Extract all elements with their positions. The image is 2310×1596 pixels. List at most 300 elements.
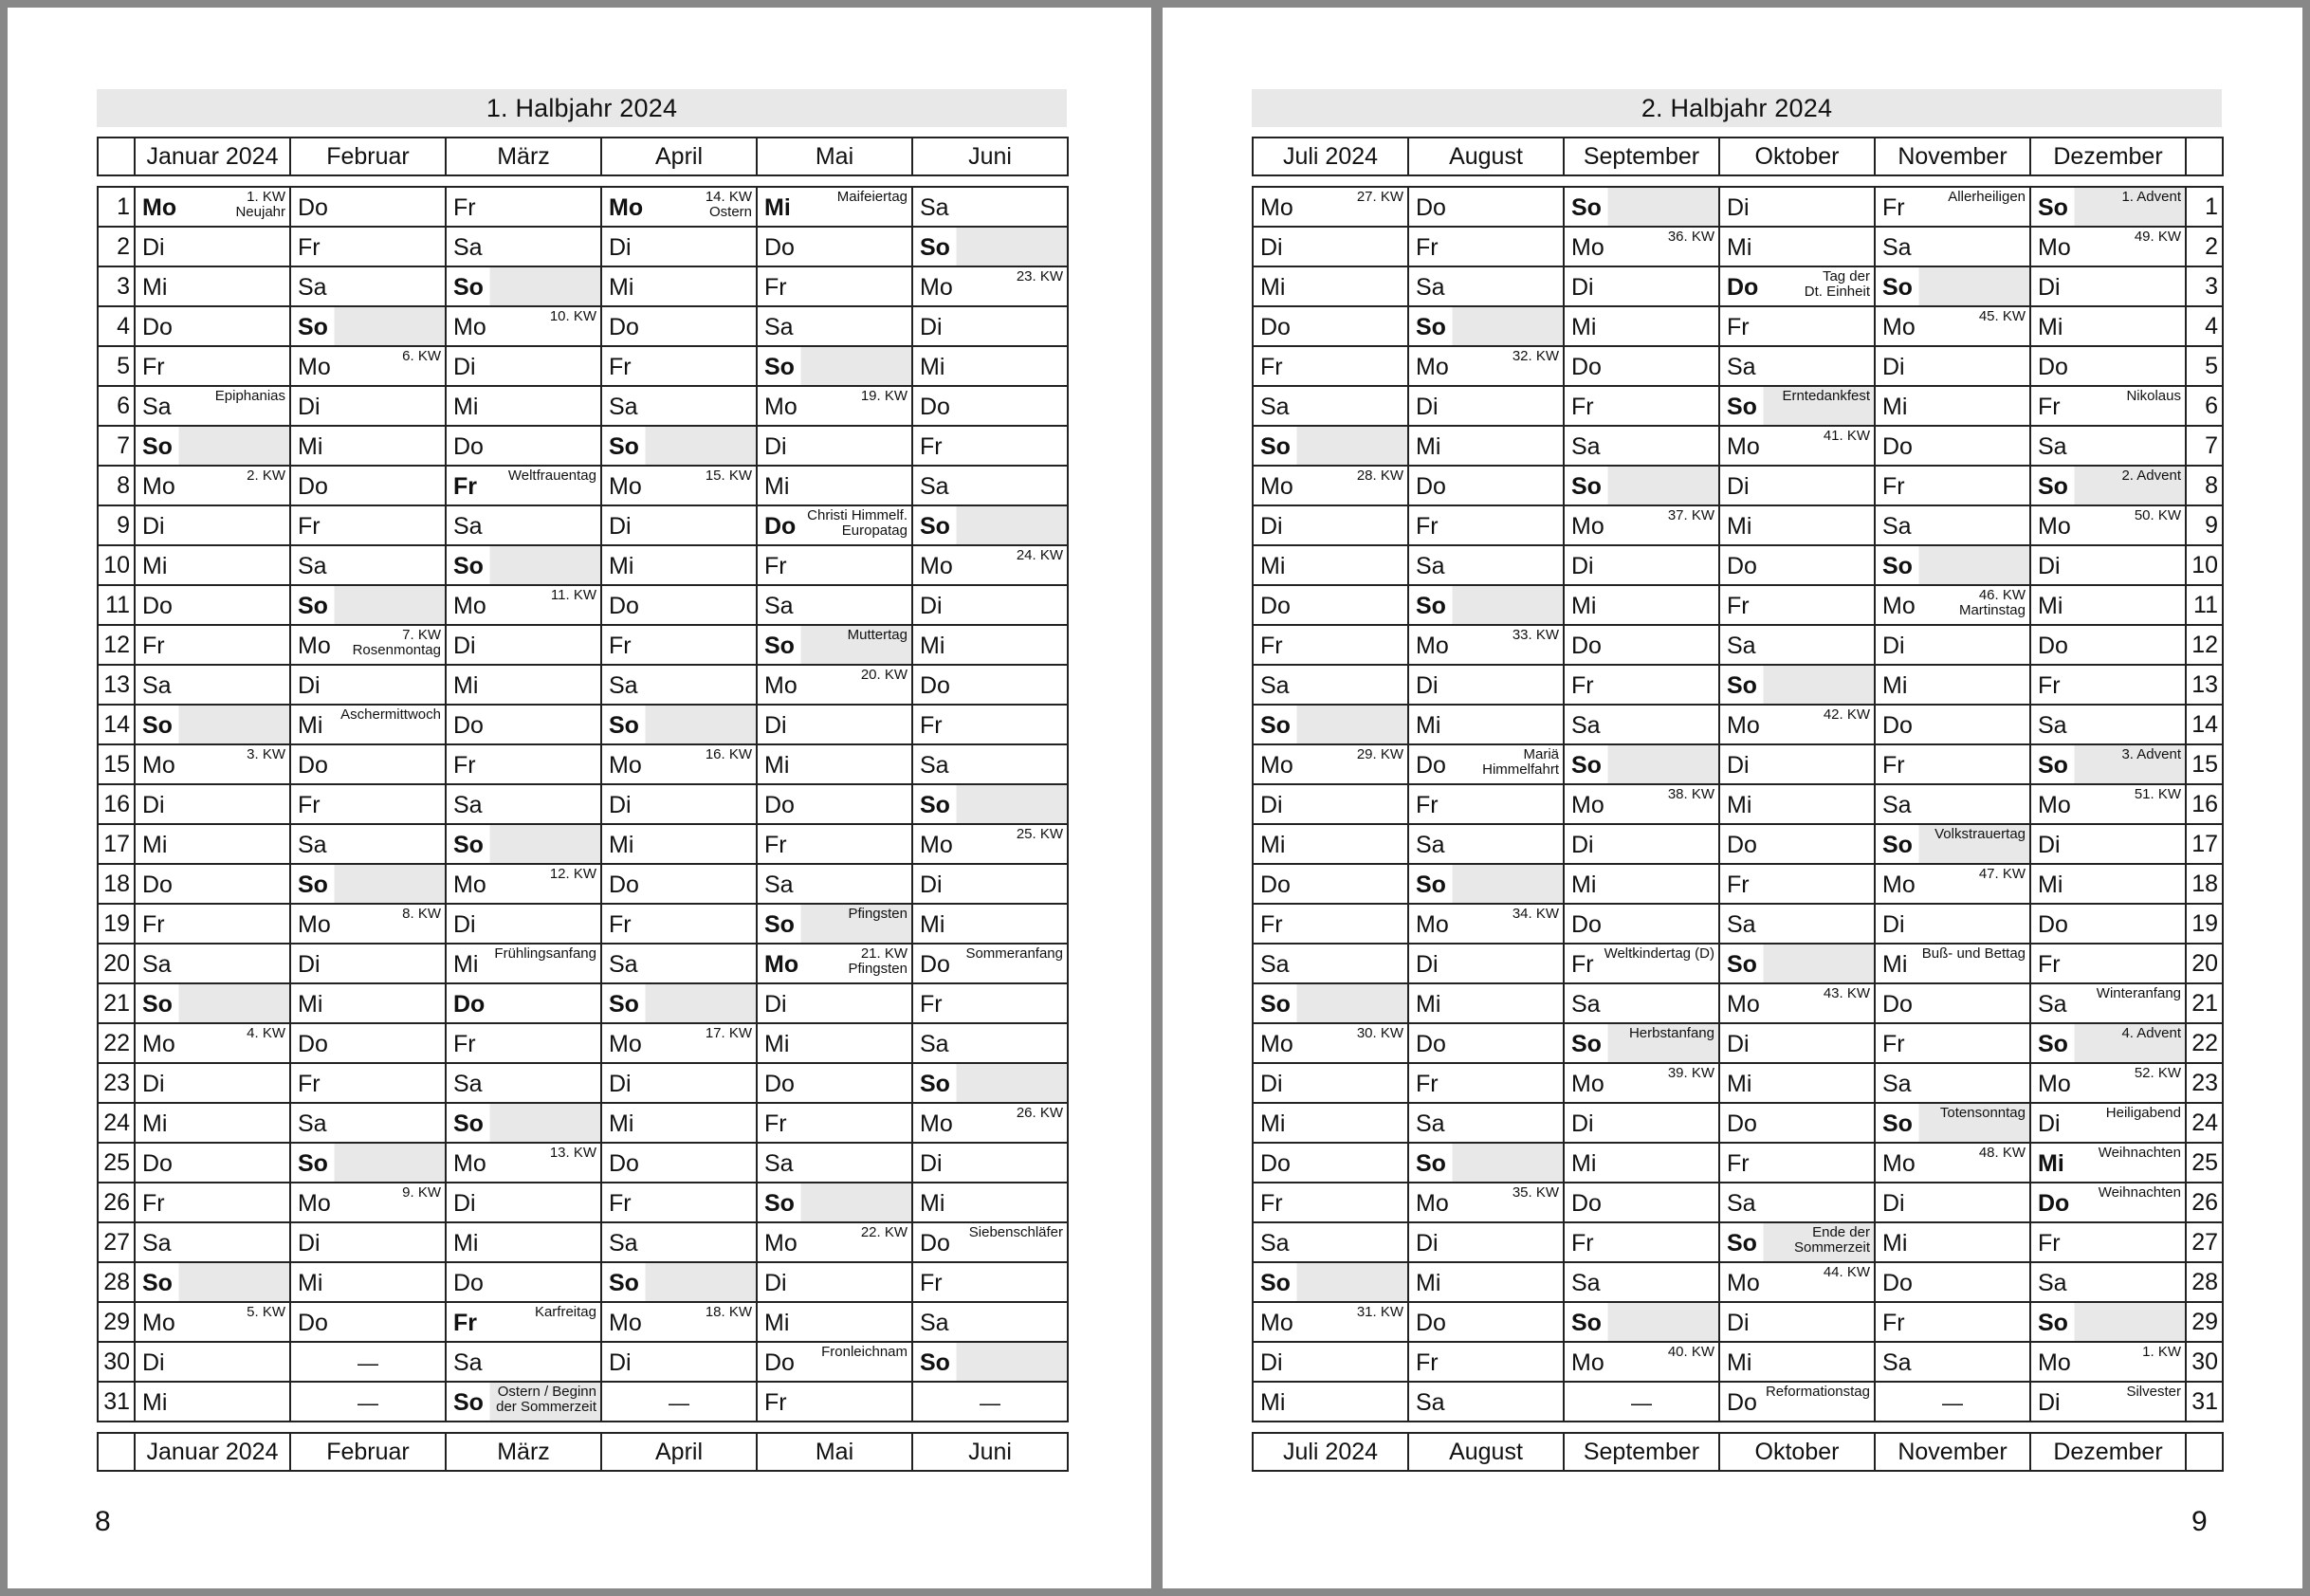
day-cell: [1253, 306, 1408, 346]
day-cell: [1564, 665, 1719, 705]
weekday-label: Di: [1882, 633, 1905, 659]
day-cell: [912, 1183, 1068, 1222]
day-cell: [1564, 346, 1719, 386]
day-row: [98, 1143, 1068, 1183]
day-cell: [1875, 1103, 2030, 1143]
day-note: 18. KW: [705, 1304, 752, 1320]
weekday-label: Di: [609, 792, 632, 818]
weekday-label: Di: [142, 234, 165, 261]
day-cell: [290, 665, 446, 705]
day-cell: [757, 665, 912, 705]
day-row: [1253, 386, 2223, 426]
day-cell: [912, 545, 1068, 585]
month-header: November: [1875, 138, 2030, 175]
weekday-label: Di: [1727, 473, 1750, 500]
weekday-label: Fr: [298, 234, 321, 261]
day-cell: [1875, 545, 2030, 585]
weekday-label: Sa: [920, 752, 949, 779]
day-cell: [757, 1262, 912, 1302]
weekday-label: Mo: [1571, 234, 1604, 261]
day-cell: [1253, 1262, 1408, 1302]
weekday-label: Sa: [1571, 433, 1601, 460]
day-cell: [1564, 1183, 1719, 1222]
day-cell: [1719, 426, 1875, 466]
day-number: 13: [2186, 665, 2223, 705]
weekday-label: Fr: [453, 194, 476, 221]
day-row: [98, 306, 1068, 346]
day-number: 16: [98, 784, 135, 824]
weekday-label: Mo: [298, 911, 331, 938]
day-note: Fronleichnam: [821, 1344, 908, 1360]
weekday-label: Do: [298, 752, 328, 779]
day-cell: [1564, 466, 1719, 505]
day-cell: [1564, 944, 1719, 983]
day-row: [1253, 426, 2223, 466]
day-cell: [1875, 1023, 2030, 1063]
weekday-label: Do: [1416, 473, 1446, 500]
day-cell: [290, 784, 446, 824]
weekday-label: Do: [1260, 593, 1291, 619]
day-cell: [912, 705, 1068, 744]
day-cell: [1253, 187, 1408, 227]
weekday-label: Do: [298, 473, 328, 500]
day-cell: [912, 983, 1068, 1023]
weekday-label: Do: [1882, 712, 1913, 739]
day-cell: [757, 1222, 912, 1262]
weekday-label: Fr: [764, 553, 787, 579]
weekday-label: Do: [609, 1150, 639, 1177]
day-note: Pfingsten: [848, 906, 908, 922]
day-cell: [757, 1143, 912, 1183]
day-cell: [2030, 1222, 2186, 1262]
corner-cell: [98, 138, 135, 175]
day-cell: [290, 266, 446, 306]
weekday-label: Fr: [920, 991, 943, 1018]
day-cell: [2030, 1023, 2186, 1063]
day-number: 12: [98, 625, 135, 665]
day-cell: [1408, 306, 1564, 346]
day-row: [1253, 744, 2223, 784]
day-note: 32. KW: [1512, 348, 1559, 364]
day-note: Weihnachten: [2098, 1145, 2181, 1161]
weekday-label: So: [920, 513, 950, 540]
weekday-label: Mi: [1727, 1349, 1752, 1376]
weekday-label: Do: [2038, 911, 2068, 938]
day-cell: [446, 227, 601, 266]
day-row: [98, 1302, 1068, 1342]
day-cell: [1719, 266, 1875, 306]
weekday-label: Fr: [453, 473, 477, 500]
day-cell: [757, 505, 912, 545]
day-row: [98, 1262, 1068, 1302]
day-number: 27: [98, 1222, 135, 1262]
weekday-label: Mo: [298, 1190, 331, 1217]
weekday-label: Mi: [1260, 274, 1286, 301]
day-row: [1253, 625, 2223, 665]
weekday-label: Di: [298, 1230, 321, 1257]
day-row: [1253, 784, 2223, 824]
day-cell: [757, 824, 912, 864]
day-cell: [1408, 386, 1564, 426]
weekday-label: Mo: [2038, 513, 2071, 540]
day-note: Christi Himmelf. Europatag: [807, 507, 908, 539]
day-note: Silvester: [2126, 1384, 2181, 1400]
weekday-label: Do: [453, 712, 484, 739]
day-number: 25: [98, 1143, 135, 1183]
weekday-label: Fr: [609, 911, 632, 938]
day-note: 9. KW: [402, 1184, 441, 1201]
weekday-label: Mi: [1882, 951, 1908, 978]
day-cell: [1875, 585, 2030, 625]
day-cell: [912, 1103, 1068, 1143]
weekday-label: Sa: [1571, 712, 1601, 739]
weekday-label: Do: [2038, 1190, 2070, 1217]
weekday-label: Sa: [609, 951, 638, 978]
weekday-label: Do: [2038, 354, 2068, 380]
weekday-label: Do: [764, 1071, 795, 1097]
day-note: 20. KW: [860, 667, 908, 683]
day-cell: [912, 944, 1068, 983]
day-note: 3. KW: [247, 746, 285, 762]
weekday-label: Mo: [453, 1150, 486, 1177]
day-cell: [2030, 426, 2186, 466]
day-note: 10. KW: [549, 308, 596, 324]
weekday-label: Fr: [142, 354, 165, 380]
weekday-label: So: [142, 712, 173, 739]
day-note: 42. KW: [1823, 706, 1870, 723]
day-cell: [135, 306, 290, 346]
day-note: 12. KW: [549, 866, 596, 882]
weekday-label: Di: [1260, 1349, 1283, 1376]
weekday-label: Fr: [453, 1310, 477, 1336]
day-number: 23: [98, 1063, 135, 1103]
day-cell: [912, 904, 1068, 944]
day-cell: [1564, 1342, 1719, 1382]
weekday-label: Do: [764, 792, 795, 818]
month-header: Oktober: [1719, 1433, 1875, 1471]
day-number: 21: [98, 983, 135, 1023]
day-note: 37. KW: [1667, 507, 1714, 523]
day-cell: [135, 1183, 290, 1222]
day-cell: [2030, 944, 2186, 983]
day-note: Aschermittwoch: [340, 706, 441, 723]
day-row: [98, 386, 1068, 426]
weekday-label: Do: [142, 1150, 173, 1177]
weekday-label: Di: [2038, 553, 2061, 579]
day-cell: [290, 744, 446, 784]
day-cell: [135, 904, 290, 944]
day-cell: [1253, 1382, 1408, 1422]
weekday-label: So: [609, 991, 639, 1018]
month-header: September: [1564, 138, 1719, 175]
month-header: August: [1408, 1433, 1564, 1471]
weekday-label: Mi: [1260, 553, 1286, 579]
weekday-label: Do: [920, 394, 950, 420]
day-cell: [135, 187, 290, 227]
no-date-mark: —: [358, 1391, 378, 1415]
day-cell: [1719, 665, 1875, 705]
day-cell: [601, 864, 757, 904]
day-cell: [757, 585, 912, 625]
day-cell: [446, 1302, 601, 1342]
day-cell: [757, 545, 912, 585]
day-cell: [757, 705, 912, 744]
day-number: 28: [2186, 1262, 2223, 1302]
day-cell: [1253, 983, 1408, 1023]
day-cell: [290, 1262, 446, 1302]
day-cell: [912, 1023, 1068, 1063]
corner-cell: [2186, 138, 2223, 175]
day-note: 3. Advent: [2121, 746, 2181, 762]
weekday-label: Mo: [1260, 1031, 1293, 1057]
day-cell: [757, 944, 912, 983]
spacer-row: [1253, 175, 2223, 187]
weekday-label: Do: [298, 1031, 328, 1057]
day-cell: [1875, 1262, 2030, 1302]
day-cell: [446, 386, 601, 426]
day-cell: [290, 705, 446, 744]
weekday-label: Mo: [1416, 354, 1449, 380]
weekday-label: Fr: [2038, 951, 2061, 978]
day-note: 5. KW: [247, 1304, 285, 1320]
day-note: 1. Advent: [2121, 189, 2181, 205]
day-cell: [912, 386, 1068, 426]
day-cell: [601, 944, 757, 983]
day-cell: [2030, 904, 2186, 944]
day-note: 15. KW: [705, 468, 752, 484]
weekday-label: Mi: [2038, 593, 2063, 619]
day-cell: [601, 1342, 757, 1382]
day-note: 28. KW: [1356, 468, 1403, 484]
weekday-label: Mi: [453, 1230, 479, 1257]
weekday-label: Fr: [1571, 672, 1594, 699]
day-row: [1253, 346, 2223, 386]
day-number: 29: [2186, 1302, 2223, 1342]
weekday-label: So: [920, 1349, 950, 1376]
day-cell: [1408, 665, 1564, 705]
day-cell: [1253, 346, 1408, 386]
weekday-label: Mo: [764, 1230, 798, 1257]
month-header: Juli 2024: [1253, 138, 1408, 175]
day-number: 5: [2186, 346, 2223, 386]
day-cell: [446, 944, 601, 983]
day-cell: [1253, 227, 1408, 266]
day-note: 40. KW: [1667, 1344, 1714, 1360]
day-number: 16: [2186, 784, 2223, 824]
day-note: 1. KW Neujahr: [235, 189, 285, 220]
day-cell: [1875, 705, 2030, 744]
day-cell: [1253, 266, 1408, 306]
day-cell: [757, 227, 912, 266]
weekday-label: Do: [453, 991, 486, 1018]
weekday-label: So: [764, 354, 795, 380]
weekday-label: Di: [1416, 1230, 1439, 1257]
weekday-label: Di: [1571, 1110, 1594, 1137]
day-note: 7. KW Rosenmontag: [352, 627, 441, 658]
day-cell: [912, 505, 1068, 545]
day-cell: [1253, 1302, 1408, 1342]
weekday-label: Do: [1260, 1150, 1291, 1177]
day-cell: [446, 1382, 601, 1422]
day-number: 8: [98, 466, 135, 505]
day-cell: [290, 1143, 446, 1183]
weekday-label: Fr: [764, 274, 787, 301]
weekday-label: Di: [1571, 274, 1594, 301]
day-note: Buß- und Bettag: [1921, 945, 2026, 962]
weekday-label: Sa: [142, 951, 172, 978]
day-cell: [135, 784, 290, 824]
day-cell: [446, 665, 601, 705]
day-cell: [1719, 505, 1875, 545]
day-cell: [601, 1103, 757, 1143]
day-note: 41. KW: [1823, 428, 1870, 444]
weekday-label: So: [764, 911, 795, 938]
day-cell: [601, 1262, 757, 1302]
day-note: 22. KW: [860, 1224, 908, 1240]
weekday-label: Mo: [1260, 473, 1293, 500]
month-header: Februar: [290, 138, 446, 175]
day-cell: [1408, 1143, 1564, 1183]
day-cell: [2030, 545, 2186, 585]
day-cell: [1719, 1103, 1875, 1143]
weekday-label: Fr: [1727, 314, 1750, 340]
weekday-label: Sa: [920, 194, 949, 221]
day-cell: [135, 1302, 290, 1342]
weekday-label: Di: [1882, 1190, 1905, 1217]
day-cell: [1408, 944, 1564, 983]
day-cell: [1719, 625, 1875, 665]
weekday-label: Mo: [2038, 792, 2071, 818]
day-number: 22: [2186, 1023, 2223, 1063]
weekday-label: Sa: [1882, 234, 1912, 261]
day-note: Weltfrauentag: [507, 468, 596, 484]
weekday-label: Mo: [764, 672, 798, 699]
weekday-label: Fr: [1882, 1031, 1905, 1057]
weekday-label: Mi: [453, 394, 479, 420]
day-cell: [1253, 426, 1408, 466]
weekday-label: Do: [920, 672, 950, 699]
day-note: Frühlingsanfang: [494, 945, 596, 962]
day-number: 31: [2186, 1382, 2223, 1422]
day-number: 1: [2186, 187, 2223, 227]
weekday-label: Do: [920, 951, 950, 978]
day-cell: [1564, 227, 1719, 266]
day-cell: [1719, 187, 1875, 227]
weekday-label: Di: [764, 712, 787, 739]
weekday-label: Mi: [142, 1110, 168, 1137]
weekday-label: Mi: [453, 672, 479, 699]
day-row: [98, 824, 1068, 864]
weekday-label: Mo: [1571, 1349, 1604, 1376]
day-cell: [1564, 1103, 1719, 1143]
weekday-label: Do: [1260, 871, 1291, 898]
weekday-label: Sa: [920, 1310, 949, 1336]
day-cell: [1253, 864, 1408, 904]
weekday-label: Di: [2038, 274, 2061, 301]
weekday-label: Di: [1571, 553, 1594, 579]
weekday-label: Di: [1260, 1071, 1283, 1097]
weekday-label: So: [1260, 1270, 1291, 1296]
weekday-label: Sa: [1260, 1230, 1290, 1257]
weekday-label: So: [298, 871, 328, 898]
day-row: [1253, 944, 2223, 983]
day-cell: [1719, 585, 1875, 625]
weekday-label: Sa: [2038, 1270, 2067, 1296]
day-cell: [601, 187, 757, 227]
weekday-label: Mi: [1727, 792, 1752, 818]
day-cell: [1719, 944, 1875, 983]
month-header: August: [1408, 138, 1564, 175]
month-header: Oktober: [1719, 138, 1875, 175]
day-cell: [912, 266, 1068, 306]
calendar-table-right: [1252, 137, 2224, 1472]
day-cell: [1408, 1382, 1564, 1422]
spacer-cell: [98, 1422, 1068, 1433]
weekday-label: So: [764, 633, 795, 659]
weekday-label: Mi: [298, 712, 323, 739]
weekday-label: Mi: [298, 433, 323, 460]
day-cell: [1564, 1302, 1719, 1342]
weekday-label: Di: [609, 1349, 632, 1376]
month-header: Mai: [757, 1433, 912, 1471]
day-cell: [1875, 386, 2030, 426]
month-header: September: [1564, 1433, 1719, 1471]
weekday-label: Mo: [1571, 1071, 1604, 1097]
day-number: 12: [2186, 625, 2223, 665]
weekday-label: Do: [1416, 194, 1446, 221]
day-cell: [1253, 1023, 1408, 1063]
day-row: [1253, 665, 2223, 705]
day-number: 6: [2186, 386, 2223, 426]
weekday-label: So: [609, 1270, 639, 1296]
weekday-label: Di: [142, 792, 165, 818]
weekday-label: Mo: [1727, 712, 1760, 739]
day-cell: [601, 1063, 757, 1103]
day-number: 22: [98, 1023, 135, 1063]
day-row: [98, 1063, 1068, 1103]
day-cell: [1408, 1103, 1564, 1143]
weekday-label: Fr: [1416, 513, 1439, 540]
weekday-label: Mo: [920, 553, 953, 579]
day-row: [1253, 266, 2223, 306]
day-cell: [1564, 824, 1719, 864]
weekday-label: Mi: [1571, 1150, 1597, 1177]
day-cell: [290, 386, 446, 426]
day-cell: [446, 426, 601, 466]
day-cell: [135, 983, 290, 1023]
weekday-label: Sa: [1882, 1071, 1912, 1097]
day-cell: [601, 1023, 757, 1063]
day-cell: [1408, 545, 1564, 585]
day-row: [98, 1023, 1068, 1063]
day-cell: [912, 346, 1068, 386]
weekday-label: Di: [1727, 1310, 1750, 1336]
weekday-label: Fr: [1727, 871, 1750, 898]
weekday-label: Di: [920, 314, 943, 340]
day-cell: [601, 665, 757, 705]
day-row: [98, 1342, 1068, 1382]
day-row: [98, 705, 1068, 744]
weekday-label: Do: [1416, 1310, 1446, 1336]
weekday-label: Sa: [764, 314, 794, 340]
weekday-label: So: [453, 1389, 484, 1416]
day-cell: [135, 824, 290, 864]
weekday-label: Fr: [764, 1110, 787, 1137]
day-cell: [1719, 466, 1875, 505]
weekday-label: So: [2038, 1310, 2068, 1336]
day-cell: [290, 944, 446, 983]
day-note: 47. KW: [1978, 866, 2026, 882]
